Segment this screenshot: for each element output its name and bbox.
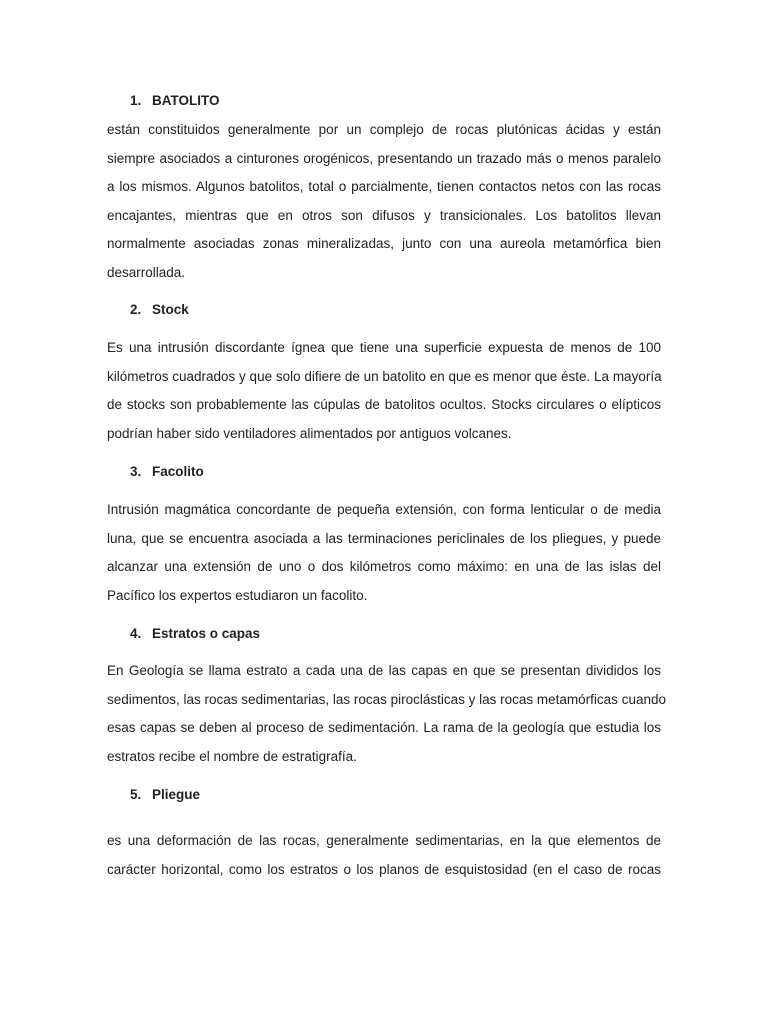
paragraph-line: kilómetros cuadrados y que solo difiere de un batolito en que es menor que éste. La mayoría xyxy=(107,368,662,384)
section-number: 5. xyxy=(130,787,142,802)
section-title: Pliegue xyxy=(152,787,201,802)
paragraph-line: En Geología se llama estrato a cada una de las capas en que se presentan divididos los xyxy=(107,663,661,678)
paragraph-line: siempre asociados a cinturones orogénicos, presentando un trazado más o menos paralelo xyxy=(107,150,661,166)
section-number: 1. xyxy=(130,93,142,108)
section-title: Estratos o capas xyxy=(152,626,261,641)
section-heading-batolito xyxy=(130,92,220,110)
section-title: Stock xyxy=(152,302,189,317)
section-number: 4. xyxy=(130,626,142,641)
section-paragraph-pliegue xyxy=(107,827,661,884)
paragraph-line: desarrollada. xyxy=(107,264,186,280)
paragraph-line: carácter horizontal, como los estratos o los planos de esquistosidad (en el caso de rocas xyxy=(107,861,661,877)
section-title: BATOLITO xyxy=(152,93,220,108)
paragraph-line: están constituidos generalmente por un complejo de rocas plutónicas ácidas y están xyxy=(107,122,661,137)
section-heading-stock xyxy=(130,301,189,319)
paragraph-line: podrían haber sido ventiladores alimentados por antiguos volcanes. xyxy=(107,425,512,441)
section-paragraph-batolito xyxy=(107,116,661,287)
paragraph-line: normalmente asociadas zonas mineralizadas, junto con una aureola metamórfica bien xyxy=(107,236,661,251)
paragraph-line: luna, que se encuentra asociada a las terminaciones periclinales de los pliegues, y puede xyxy=(107,530,661,546)
paragraph-line: Intrusión magmática concordante de pequeña extensión, con forma lenticular o de media xyxy=(107,502,661,517)
section-heading-facolito xyxy=(130,463,204,481)
section-paragraph-stock xyxy=(107,334,661,448)
section-paragraph-facolito xyxy=(107,496,661,610)
section-paragraph-estratos xyxy=(107,657,666,771)
paragraph-line: estratos recibe el nombre de estratigrafía. xyxy=(107,748,357,764)
paragraph-line: alcanzar una extensión de uno o dos kilómetros como máximo: en una de las islas del xyxy=(107,559,661,574)
section-number: 2. xyxy=(130,302,142,317)
section-heading-pliegue xyxy=(130,786,200,804)
paragraph-line: esas capas se deben al proceso de sedimentación. La rama de la geología que estudia los xyxy=(107,720,661,735)
paragraph-line: Es una intrusión discordante ígnea que tiene una superficie expuesta de menos de 100 xyxy=(107,340,661,355)
paragraph-line: sedimentos, las rocas sedimentarias, las rocas piroclásticas y las rocas metamórficas cuando xyxy=(107,691,666,707)
paragraph-line: a los mismos. Algunos batolitos, total o parcialmente, tienen contactos netos con las rocas xyxy=(107,179,661,194)
section-number: 3. xyxy=(130,464,142,479)
paragraph-line: encajantes, mientras que en otros son difusos y transicionales. Los batolitos llevan xyxy=(107,207,661,223)
paragraph-line: Pacífico los expertos estudiaron un facolito. xyxy=(107,587,368,603)
paragraph-line: de stocks son probablemente las cúpulas de batolitos ocultos. Stocks circulares o elípticos xyxy=(107,397,661,412)
paragraph-line: es una deformación de las rocas, generalmente sedimentarias, en la que elementos de xyxy=(107,833,661,848)
section-title: Facolito xyxy=(152,464,204,479)
section-heading-estratos xyxy=(130,625,260,643)
